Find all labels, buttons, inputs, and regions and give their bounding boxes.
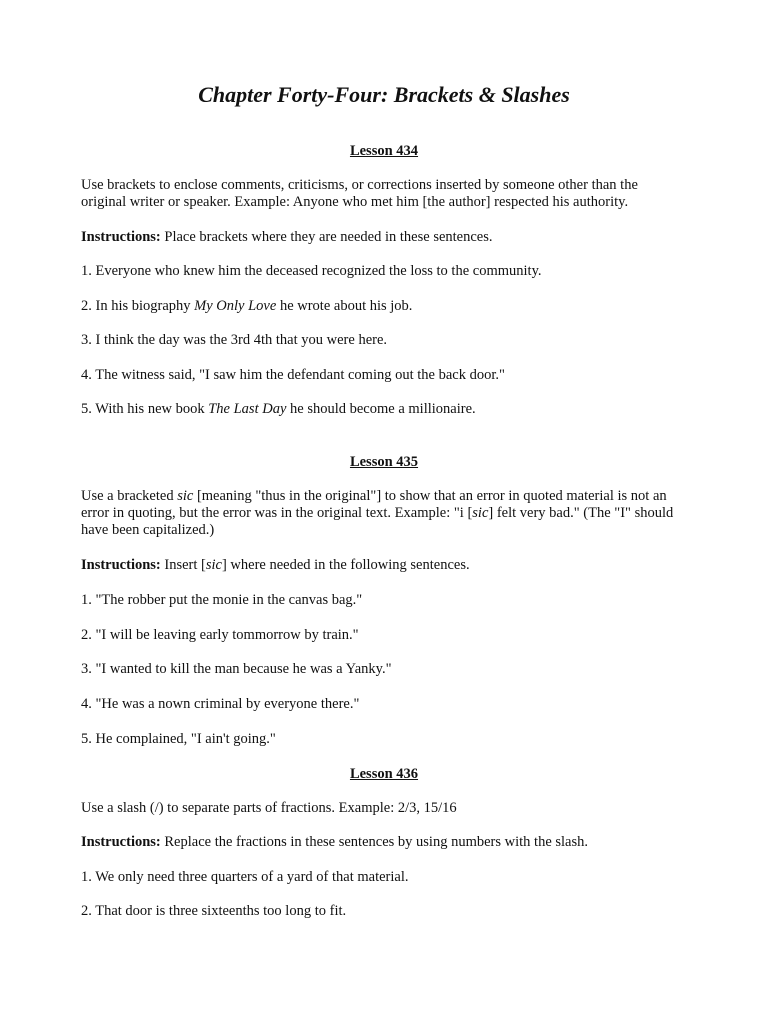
instructions-text: Insert [ [160,557,206,573]
item-text: he wrote about his job. [276,298,413,314]
lesson-435-item-3: 3. "I wanted to kill the man because he was a Yanky." [81,661,392,677]
lesson-434-item-4: 4. The witness said, "I saw him the defendant coming out the back door." [81,367,505,383]
lesson-436-instructions [81,834,681,851]
chapter-title: Chapter Forty-Four: Brackets & Slashes [198,82,570,107]
instructions-label: Instructions: [81,557,161,573]
book-title: My Only Love [194,298,277,314]
lesson-434-heading: Lesson 434 [349,143,419,159]
sic-term: sic [205,557,222,573]
instructions-text: Place brackets where they are needed in these sentences. [160,229,493,245]
instructions-text: Replace the fractions in these sentences by using numbers with the slash. [160,834,589,850]
lesson-434-item-1: 1. Everyone who knew him the deceased recognized the loss to the community. [81,263,542,279]
lesson-436-heading: Lesson 436 [349,766,419,782]
instructions-label: Instructions: [81,834,161,850]
lesson-434-item-2 [81,298,681,315]
item-text: he should become a millionaire. [286,401,476,417]
lesson-435-instructions [81,557,681,574]
intro-text: ] felt very bad." (The "I" should have been capitalized.) [81,505,674,538]
book-title: The Last Day [208,401,287,417]
lesson-435-item-5: 5. He complained, "I ain't going." [81,731,276,747]
intro-text: [meaning "thus in the original"] to show that an error in quoted material is not an error in quoting, but the error was in the original text. Example: "i [ [81,488,667,521]
lesson-435-heading: Lesson 435 [349,454,419,470]
lesson-436-item-2: 2. That door is three sixteenths too long to fit. [81,903,347,919]
lesson-435-intro [81,488,681,539]
lesson-435-item-1: 1. "The robber put the monie in the canvas bag." [81,592,363,608]
lesson-436-item-1: 1. We only need three quarters of a yard of that material. [81,869,409,885]
lesson-434-item-3: 3. I think the day was the 3rd 4th that you were here. [81,332,388,348]
lesson-434-intro: Use brackets to enclose comments, criticisms, or corrections inserted by someone other than the original writer or speaker. Example: Anyone who met him [the author] respected his authority. [81,177,638,210]
instructions-label: Instructions: [81,229,161,245]
sic-term: sic [472,505,489,521]
lesson-434-item-5 [81,401,681,418]
lesson-435-item-4: 4. "He was a nown criminal by everyone there." [81,696,360,712]
instructions-text: ] where needed in the following sentences. [221,557,470,573]
item-text: 5. With his new book [81,401,209,417]
lesson-436-intro: Use a slash (/) to separate parts of fractions. Example: 2/3, 15/16 [81,800,457,816]
sic-term: sic [177,488,194,504]
item-text: 2. In his biography [81,298,195,314]
lesson-434-instructions [81,229,681,246]
lesson-435-item-2: 2. "I will be leaving early tommorrow by train." [81,627,359,643]
intro-text: Use a bracketed [81,488,178,504]
